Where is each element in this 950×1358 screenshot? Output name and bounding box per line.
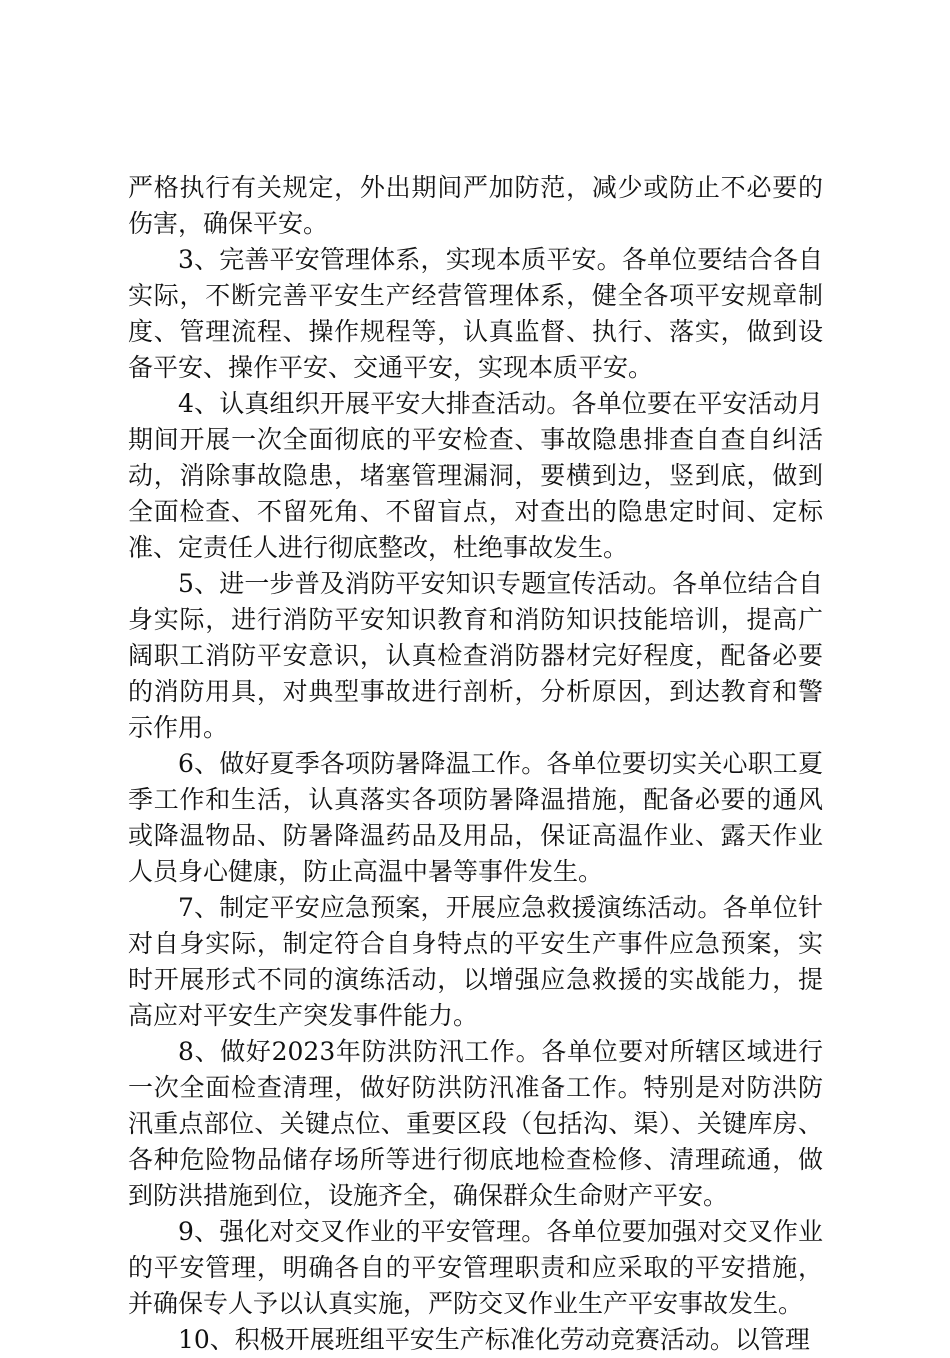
document-page	[128, 170, 823, 1358]
paragraph-item-5: 5、进一步普及消防平安知识专题宣传活动。各单位结合自身实际，进行消防平安知识教育和消防知识技能培训，提高广阔职工消防平安意识，认真检查消防器材完好程度，配备必要的消防用具，对典型事故进行剖析，分析原因，到达教育和警示作用。	[128, 569, 823, 742]
paragraph-item-6: 6、做好夏季各项防暑降温工作。各单位要切实关心职工夏季工作和生活，认真落实各项防暑降温措施，配备必要的通风或降温物品、防暑降温药品及用品，保证高温作业、露天作业人员身心健康，防止高温中暑等事件发生。	[128, 749, 823, 886]
paragraph-item-8: 8、做好2023年防洪防汛工作。各单位要对所辖区域进行一次全面检查清理，做好防洪防汛准备工作。特别是对防洪防汛重点部位、关键点位、重要区段（包括沟、渠）、关键库房、各种危险物品储存场所等进行彻底地检查检修、清理疏通，做到防洪措施到位，设施齐全，确保群众生命财产平安。	[128, 1037, 823, 1210]
paragraph-item-10: 10、积极开展班组平安生产标准化劳动竞赛活动。以管理	[178, 1325, 810, 1354]
paragraph-item-9: 9、强化对交叉作业的平安管理。各单位要加强对交叉作业的平安管理，明确各自的平安管理职责和应采取的平安措施，并确保专人予以认真实施，严防交叉作业生产平安事故发生。	[128, 1217, 823, 1318]
paragraph-item-7: 7、制定平安应急预案，开展应急救援演练活动。各单位针对自身实际，制定符合自身特点的平安生产事件应急预案，实时开展形式不同的演练活动，以增强应急救援的实战能力，提高应对平安生产突发事件能力。	[128, 893, 823, 1030]
paragraph-item-3: 3、完善平安管理体系，实现本质平安。各单位要结合各自实际，不断完善平安生产经营管理体系，健全各项平安规章制度、管理流程、操作规程等，认真监督、执行、落实，做到设备平安、操作平安、交通平安，实现本质平安。	[128, 245, 823, 382]
paragraph-continuation: 严格执行有关规定，外出期间严加防范，减少或防止不必要的伤害，确保平安。	[128, 173, 823, 238]
paragraph-item-4: 4、认真组织开展平安大排查活动。各单位要在平安活动月期间开展一次全面彻底的平安检查、事故隐患排查自查自纠活动，消除事故隐患，堵塞管理漏洞，要横到边，竖到底，做到全面检查、不留死角、不留盲点，对查出的隐患定时间、定标准、定责任人进行彻底整改，杜绝事故发生。	[128, 389, 823, 562]
